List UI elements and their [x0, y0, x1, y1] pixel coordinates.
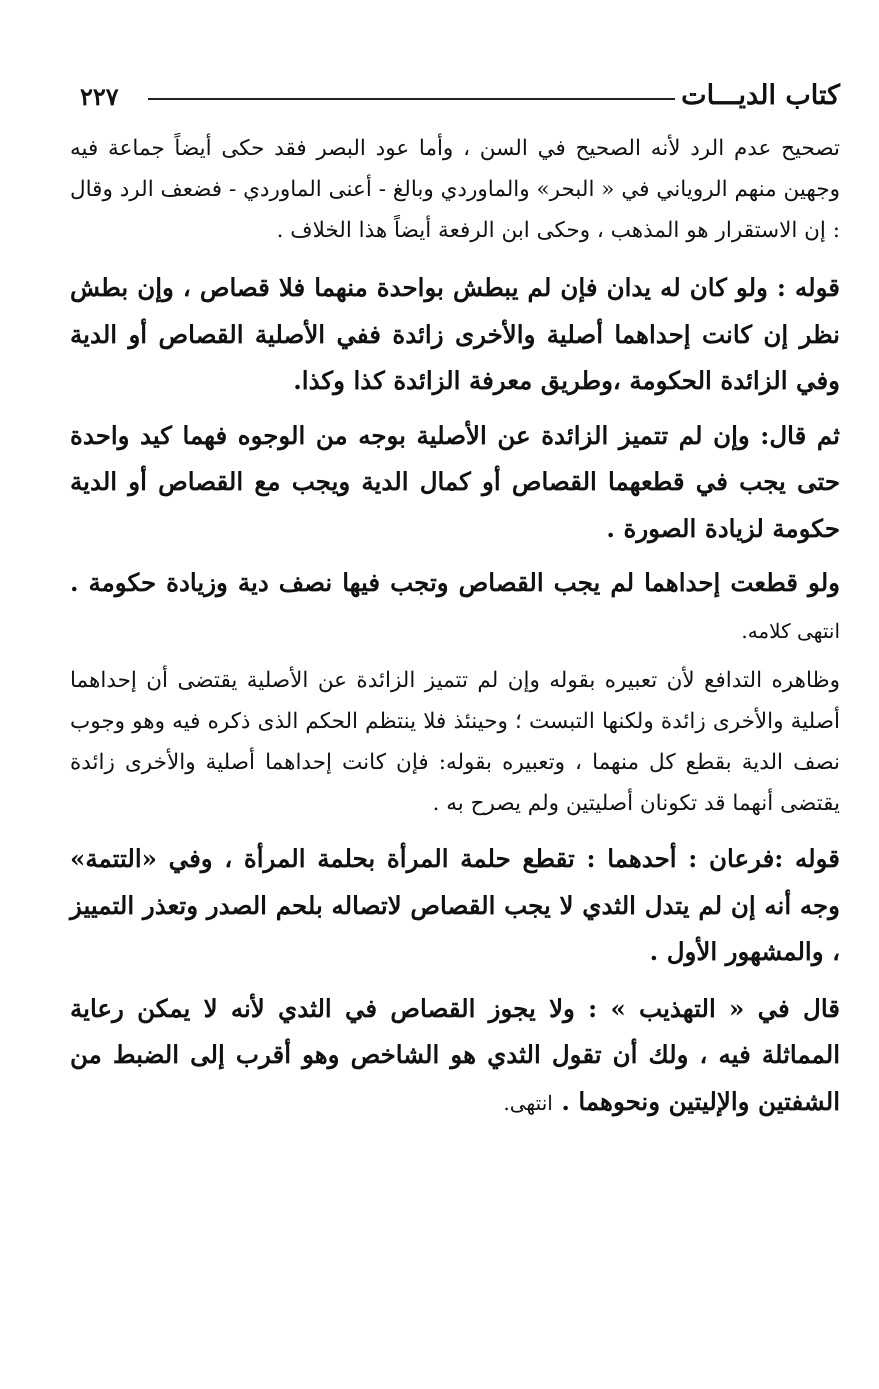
page-body — [70, 128, 840, 1126]
paragraph-quote — [70, 560, 840, 654]
paragraph-quote: قوله : ولو كان له يدان فإن لم يبطش بواحدة منهما فلا قصاص ، وإن بطش نظر إن كانت إحداهما أصلية والأخرى زائدة ففي الأصلية القصاص أو الدية وفي الزائدة الحكومة ،وطريق معرفة الزائدة كذا وكذا. — [70, 273, 840, 395]
header-rule — [148, 98, 675, 100]
end-of-quote-note: انتهى كلامه. — [741, 618, 840, 643]
quote-text: ولو قطعت إحداهما لم يجب القصاص وتجب فيها نصف دية وزيادة حكومة . — [70, 568, 840, 597]
running-title: كتاب الديـــات — [681, 80, 840, 111]
paragraph-quote — [70, 986, 840, 1127]
page-number: ٢٢٧ — [80, 82, 119, 111]
paragraph-quote: قوله :فرعان : أحدهما : تقطع حلمة المرأة بحلمة المرأة ، وفي «التتمة» وجه أنه إن لم يتدل الثدي لا يجب القصاص لاتصاله بلحم الصدر وتعذر التمييز ، والمشهور الأول . — [70, 844, 840, 966]
page-header — [70, 70, 840, 120]
quote-text: قال في « التهذيب » : ولا يجوز القصاص في الثدي لأنه لا يمكن رعاية المماثلة فيه ، ولك أن تقول الثدي هو الشاخص وهو أقرب إلى الضبط من الشفتين والإليتين ونحوهما . — [70, 993, 840, 1116]
paragraph-quote: ثم قال: وإن لم تتميز الزائدة عن الأصلية بوجه من الوجوه فهما كيد واحدة حتى يجب في قطعهما القصاص أو كمال الدية ويجب مع القصاص أو الدية حكومة لزيادة الصورة . — [70, 420, 840, 543]
paragraph-commentary: وظاهره التدافع لأن تعبيره بقوله وإن لم تتميز الزائدة عن الأصلية يقتضى أن إحداهما أصلية والأخرى زائدة ولكنها التبست ؛ وحينئذ فلا ينتظم الحكم الذى ذكره فيه وهو وجوب نصف الدية بقطع كل منهما ، وتعبيره بقوله: فإن كانت إحداهما أصلية والأخرى زائدة يقتضى أنهما قد تكونان أصليتين ولم يصرح به . — [70, 668, 840, 816]
end-of-quote-note: انتهى. — [503, 1090, 553, 1115]
book-page — [70, 70, 840, 1126]
paragraph-commentary: تصحيح عدم الرد لأنه الصحيح في السن ، وأما عود البصر فقد حكى أيضاً جماعة فيه وجهين منهم الروياني في « البحر» والماوردي وبالغ - أعنى الماوردي - فضعف الرد وقال : إن الاستقرار هو المذهب ، وحكى ابن الرفعة أيضاً هذا الخلاف . — [70, 136, 840, 243]
